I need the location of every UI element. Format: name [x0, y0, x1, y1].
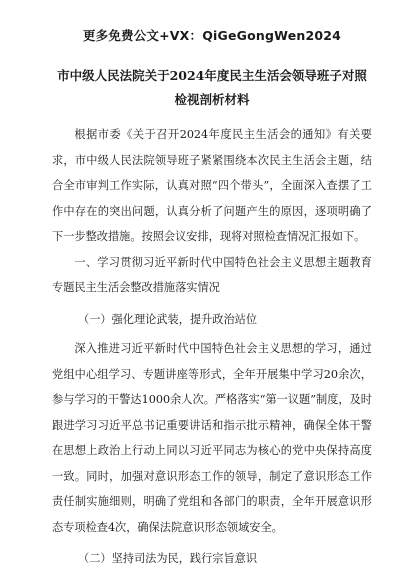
section-heading-1: 一、学习贯彻习近平新时代中国特色社会主义思想主题教育专题民主生活会整改措施落实情况 — [52, 255, 372, 294]
document-title: 市中级人民法院关于2024年度民主生活会领导班子对照检视剖析材料 — [57, 68, 367, 107]
body-paragraph-1: 深入推进习近平新时代中国特色社会主义思想的学习，通过党组中心组学习、专题讲座等形式，全年开展集中学习20余次，参与学习的干警达1000余人次。严格落实“第一议题”制度，及时跟进学习习近平总书记重要讲话和指示批示精神，确保全体干警在思想上政治上行动上同以习近平同志为核心的党中央保持高度一致。同时，加强对意识形态工作的领导，制定了意识形态工作责任制实施细则，明确了党组和各部门的职责，全年开展意识形态专项检查4次，确保法院意识形态领域安全。 — [52, 342, 372, 534]
promo-banner: 更多免费公文+VX：QiGeGongWen2024 — [82, 28, 342, 43]
subsection-heading-1: （一）强化理论武装，提升政治站位 — [78, 312, 258, 326]
subsection-heading-2: （二）坚持司法为民，践行宗旨意识 — [78, 552, 258, 565]
intro-paragraph: 根据市委《关于召开2024年度民主生活会的通知》有关要求，市中级人民法院领导班子紧紧围绕本次民主生活会主题，结合全市审判工作实际，认真对照“四个带头”，全面深入查摆了工作中存在的突出问题，认真分析了问题产生的原因，逐项明确了下一步整改措施。按照会议安排，现将对照检查情况汇报如下。 — [52, 128, 372, 243]
